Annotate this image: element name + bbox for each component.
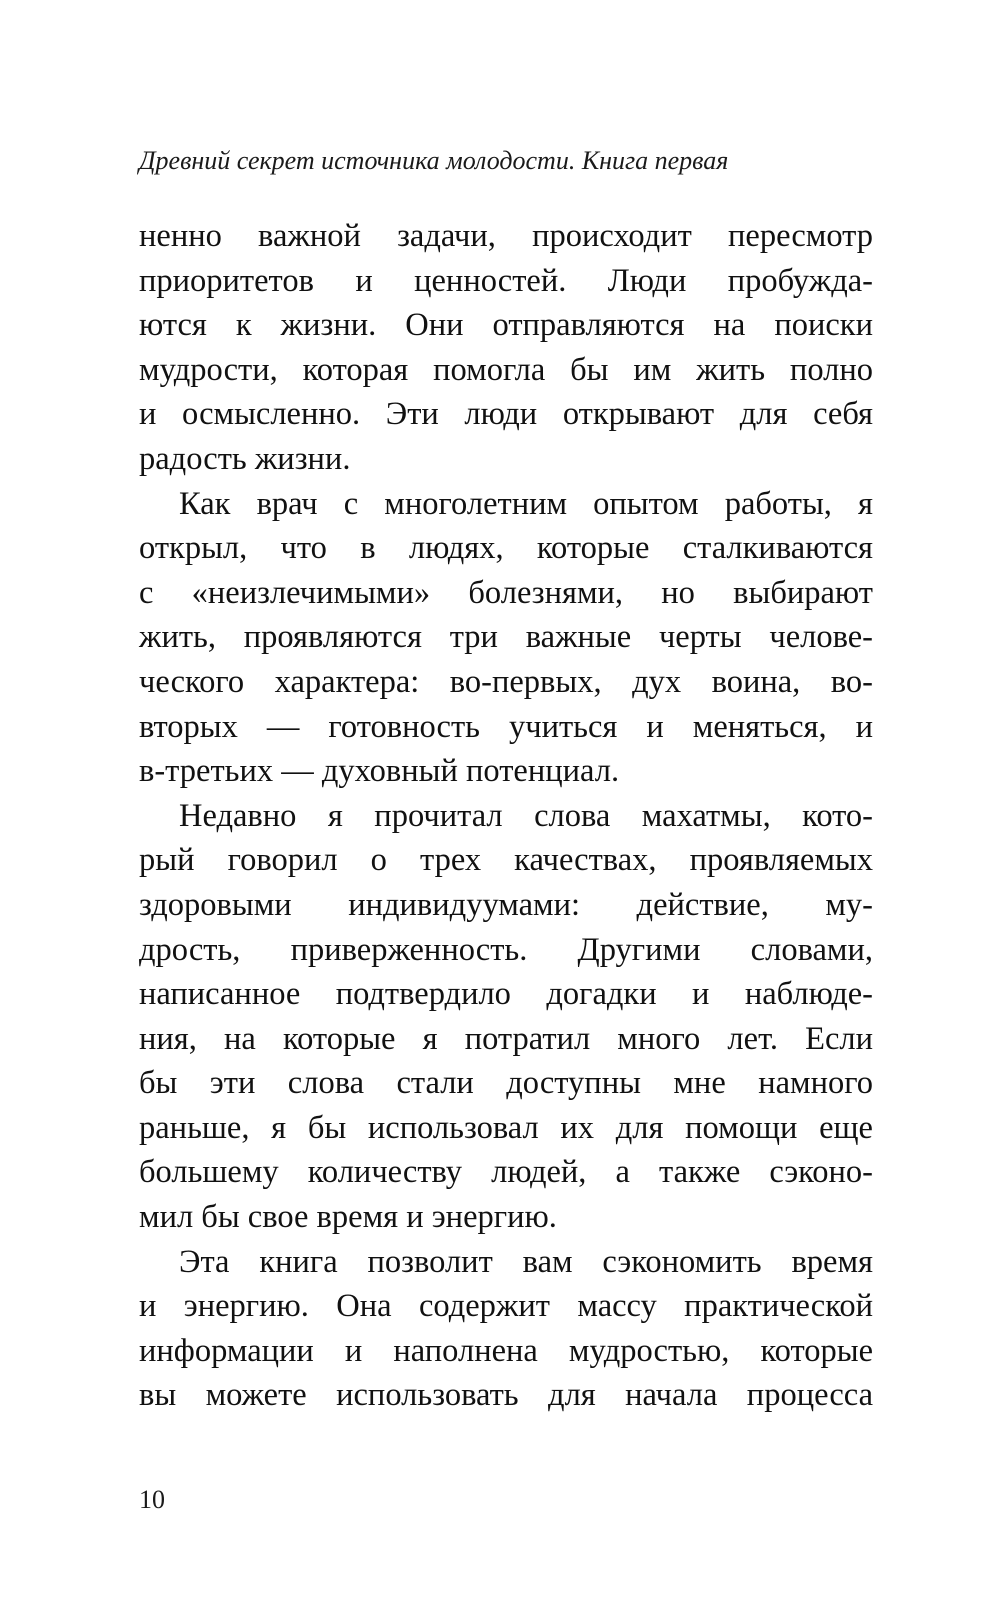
text-line: раньше, я бы использовал их для помощи еще [139,1109,873,1146]
text-line: дрость, приверженность. Другими словами, [139,931,873,968]
text-line: Как врач с многолетним опытом работы, я [179,485,873,522]
text-line: вы можете использовать для начала процесса [139,1377,873,1414]
text-line: здоровыми индивидуумами: действие, му- [139,886,873,923]
body-text [139,214,873,1418]
paragraph [139,214,873,482]
text-line: Недавно я прочитал слова махатмы, кото- [179,797,873,834]
text-line: и энергию. Она содержит массу практической [139,1288,873,1325]
text-line: ческого характера: во-первых, дух воина, во- [139,663,873,700]
text-line: жить, проявляются три важные черты челове- [139,619,873,656]
text-line: приоритетов и ценностей. Люди пробужда- [139,262,873,299]
text-line: мудрости, которая помогла бы им жить полно [139,351,873,388]
text-line: радость жизни. [139,440,351,477]
text-line: рый говорил о трех качествах, проявляемых [139,842,873,879]
paragraph [139,1240,873,1418]
text-line: вторых — готовность учиться и меняться, и [139,708,873,745]
text-line: бы эти слова стали доступны мне намного [139,1065,873,1102]
text-line: и осмысленно. Эти люди открывают для себя [139,396,873,433]
text-line: открыл, что в людях, которые сталкиваются [139,530,873,567]
text-line: большему количеству людей, а также сэконо- [139,1154,873,1191]
running-head: Древний секрет источника молодости. Книга первая [139,146,729,175]
text-line: ются к жизни. Они отправляются на поиски [139,307,873,344]
text-line: с «неизлечимыми» болезнями, но выбирают [139,574,873,611]
text-line: написанное подтвердило догадки и наблюде- [139,976,873,1013]
text-line: информации и наполнена мудростью, которые [139,1332,873,1369]
text-line: в-третьих — духовный потенциал. [139,753,620,790]
page-number: 10 [139,1485,165,1514]
text-line: ненно важной задачи, происходит пересмотр [139,218,873,254]
text-line: ния, на которые я потратил много лет. Если [139,1020,873,1057]
paragraph [139,482,873,794]
text-line: мил бы свое время и энергию. [139,1199,557,1236]
paragraph [139,794,873,1240]
text-line: Эта книга позволит вам сэкономить время [179,1243,873,1280]
